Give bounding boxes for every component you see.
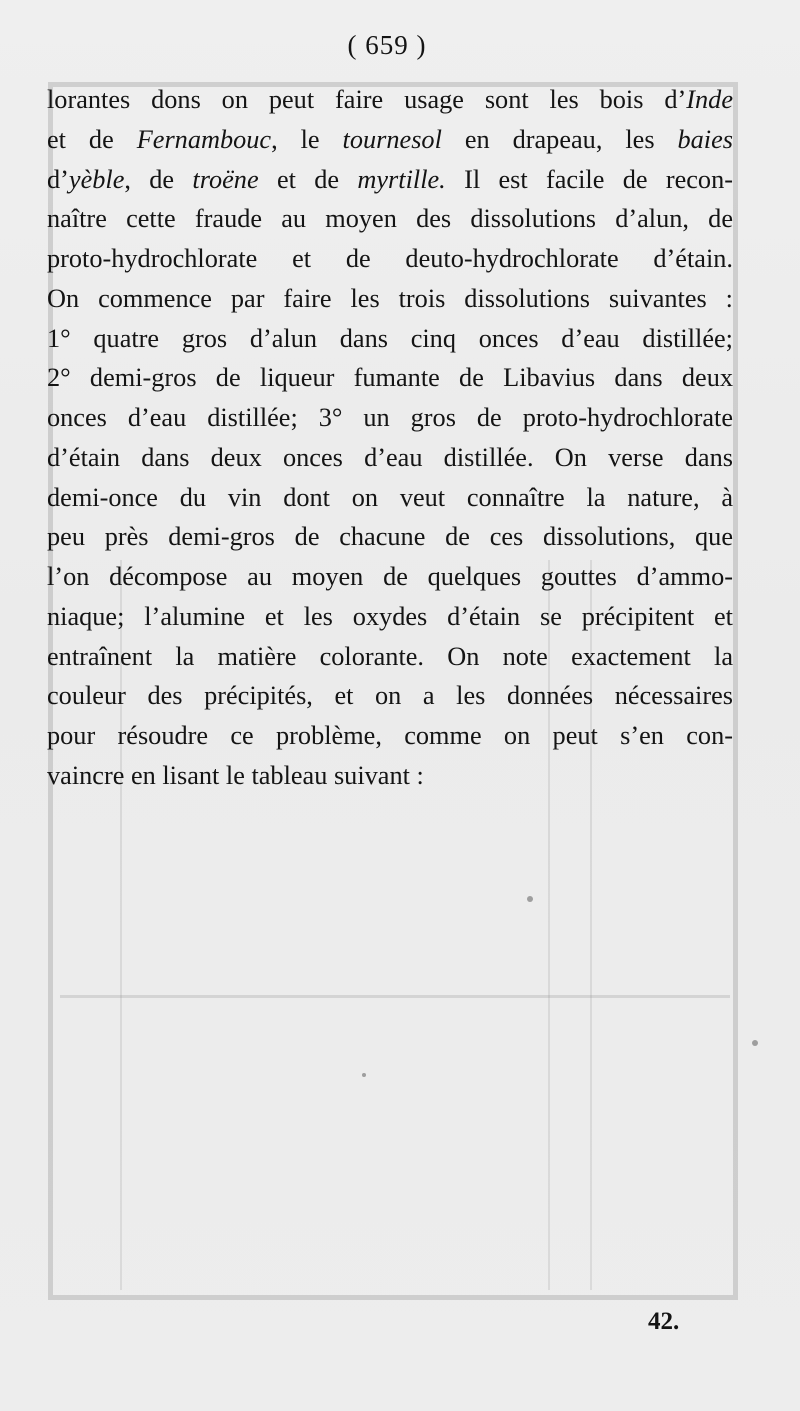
text-line: naître cette fraude au moyen des dissolutions d’alun, de (47, 204, 733, 234)
speck (362, 1073, 366, 1077)
italic-term: Fernambouc (136, 124, 272, 154)
italic-term: troëne (192, 164, 259, 194)
text-line: onces d’eau distillée; 3° un gros de proto-hydrochlorate (47, 403, 733, 432)
text-line: couleur des précipités, et on a les données nécessaires (47, 681, 733, 711)
text-line: entraînent la matière colorante. On note exactement la (47, 641, 733, 671)
text-line: pour résoudre ce problème, comme on peut s’en con- (47, 721, 733, 750)
text-line: l’on décompose au moyen de quelques gouttes d’ammo- (47, 562, 733, 591)
bleed-through-rule (60, 995, 730, 998)
text-line: niaque; l’alumine et les oxydes d’étain se précipitent et (47, 601, 733, 631)
text-line: 1° quatre gros d’alun dans cinq onces d’eau distillée; (47, 323, 733, 353)
text-line: lorantes dons on peut faire usage sont les bois d’Inde (47, 85, 733, 114)
text-line: d’étain dans deux onces d’eau distillée. On verse dans (47, 442, 733, 472)
text-line: On commence par faire les trois dissolutions suivantes : (47, 283, 733, 313)
italic-term: Inde (686, 85, 733, 114)
page-number: ( 659 ) (347, 30, 427, 60)
text-line: demi-once du vin dont on veut connaître la nature, à (47, 482, 733, 512)
text-line: peu près demi-gros de chacune de ces dissolutions, que (47, 522, 733, 552)
speck (752, 1040, 758, 1046)
text-line: proto-hydrochlorate et de deuto-hydrochlorate d’étain. (47, 244, 733, 273)
italic-term: myrtille. (357, 164, 446, 194)
signature-mark: 42. (648, 1308, 680, 1335)
italic-term: baies (677, 124, 734, 154)
text-line: vaincre en lisant le tableau suivant : (47, 760, 424, 790)
italic-term: yèble (68, 164, 125, 194)
body-paragraph (47, 80, 733, 796)
text-line: et de Fernambouc, le tournesol en drapeau, les baies (47, 124, 734, 154)
speck (527, 896, 533, 902)
text-line: d’yèble, de troëne et de myrtille. Il est facile de recon- (47, 164, 733, 194)
text-line: 2° demi-gros de liqueur fumante de Libavius dans deux (47, 363, 733, 393)
italic-term: tournesol (342, 124, 442, 154)
